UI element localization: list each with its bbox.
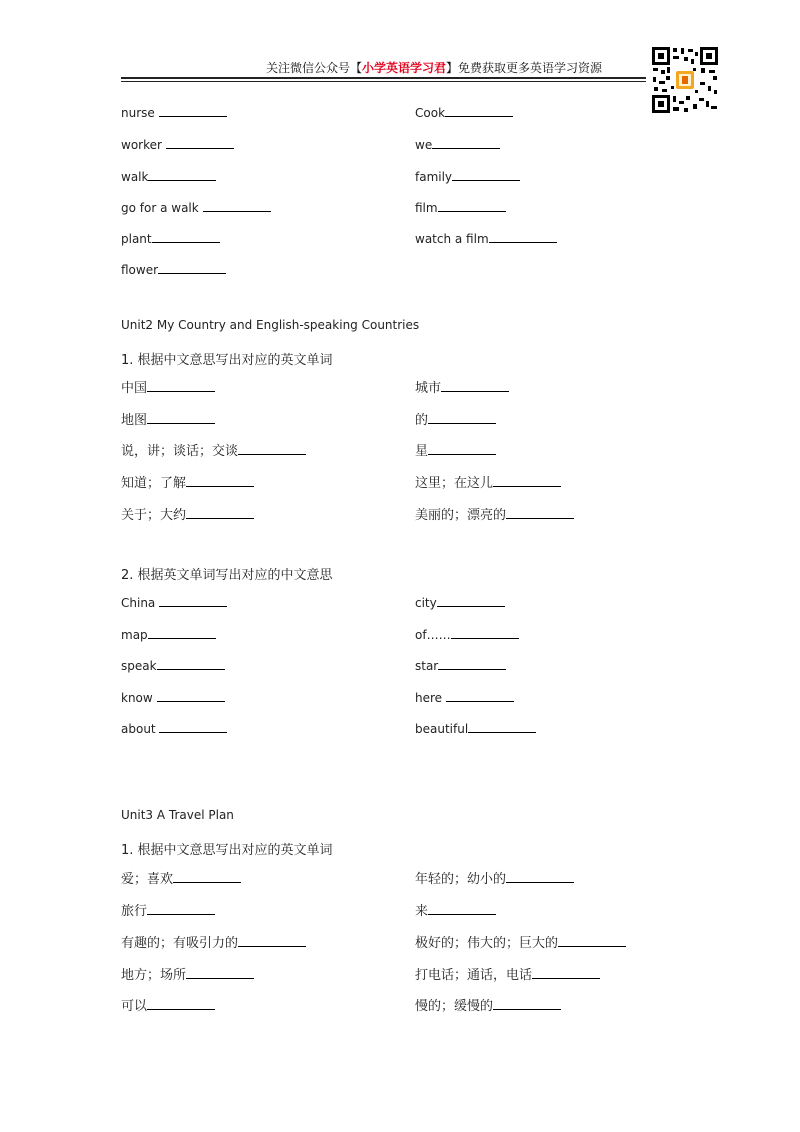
answer-blank[interactable]	[428, 412, 496, 424]
answer-blank[interactable]	[432, 137, 500, 149]
vocab-item	[415, 998, 561, 1015]
vocab-item	[121, 935, 306, 952]
vocab-item	[121, 998, 215, 1015]
vocab-word: 爱；喜欢	[121, 872, 174, 887]
vocab-word: 年轻的；幼小的	[415, 872, 507, 887]
vocab-word: family	[415, 170, 453, 184]
vocab-item	[121, 507, 254, 524]
vocab-item	[121, 690, 225, 706]
answer-blank[interactable]	[238, 443, 306, 455]
vocab-item	[415, 967, 600, 984]
answer-blank[interactable]	[152, 231, 220, 243]
vocab-word: film	[415, 201, 438, 215]
unit2-title: Unit2 My Country and English-speaking Countries	[121, 318, 420, 332]
vocab-word: 关于；大约	[121, 508, 187, 523]
answer-blank[interactable]	[173, 871, 241, 883]
answer-blank[interactable]	[159, 105, 227, 117]
answer-blank[interactable]	[147, 903, 215, 915]
vocab-word: 有趣的；有吸引力的	[121, 936, 239, 951]
answer-blank[interactable]	[493, 475, 561, 487]
vocab-word: star	[415, 659, 439, 673]
answer-blank[interactable]	[166, 137, 234, 149]
vocab-word: about	[121, 722, 156, 736]
vocab-word: 美丽的；漂亮的	[415, 508, 507, 523]
answer-blank[interactable]	[148, 169, 216, 181]
answer-blank[interactable]	[506, 507, 574, 519]
header-highlight: 小学英语学习君	[362, 61, 447, 75]
vocab-item	[415, 871, 574, 888]
vocab-item	[415, 137, 500, 153]
answer-blank[interactable]	[159, 595, 227, 607]
vocab-word: city	[415, 596, 437, 610]
answer-blank[interactable]	[445, 105, 513, 117]
vocab-item	[121, 262, 226, 278]
vocab-item	[121, 137, 234, 153]
vocab-word: 知道；了解	[121, 476, 187, 491]
answer-blank[interactable]	[157, 658, 225, 670]
vocab-item	[121, 412, 215, 429]
vocab-word: plant	[121, 232, 152, 246]
vocab-word: speak	[121, 659, 157, 673]
vocab-word: 城市	[415, 381, 442, 396]
vocab-word: beautiful	[415, 722, 469, 736]
vocab-word: 地方；场所	[121, 968, 187, 983]
answer-blank[interactable]	[186, 475, 254, 487]
answer-blank[interactable]	[147, 412, 215, 424]
header-prefix: 关注微信公众号【	[266, 61, 363, 75]
vocab-word: China	[121, 596, 156, 610]
answer-blank[interactable]	[452, 169, 520, 181]
header-rule-thick	[121, 77, 646, 79]
answer-blank[interactable]	[147, 998, 215, 1010]
vocab-item	[121, 721, 227, 737]
vocab-item	[415, 412, 496, 429]
vocab-item	[415, 658, 506, 674]
answer-blank[interactable]	[558, 935, 626, 947]
vocab-item	[121, 231, 220, 247]
answer-blank[interactable]	[441, 380, 509, 392]
answer-blank[interactable]	[506, 871, 574, 883]
unit3-section1-title: 1. 根据中文意思写出对应的英文单词	[121, 843, 333, 858]
vocab-item	[121, 658, 225, 674]
vocab-word: 说，讲；谈话；交谈	[121, 444, 239, 459]
vocab-item	[415, 169, 520, 185]
vocab-item	[121, 169, 216, 185]
answer-blank[interactable]	[186, 967, 254, 979]
vocab-item	[121, 200, 271, 216]
vocab-item	[415, 690, 514, 706]
answer-blank[interactable]	[446, 690, 514, 702]
vocab-item	[415, 507, 574, 524]
answer-blank[interactable]	[428, 443, 496, 455]
answer-blank[interactable]	[437, 595, 505, 607]
answer-blank[interactable]	[157, 690, 225, 702]
answer-blank[interactable]	[159, 721, 227, 733]
vocab-item	[415, 627, 519, 643]
vocab-word: 地图	[121, 413, 148, 428]
qr-code-image	[651, 46, 719, 114]
vocab-item	[415, 231, 557, 247]
vocab-item	[121, 903, 215, 920]
answer-blank[interactable]	[148, 627, 216, 639]
unit2-section2-title: 2. 根据英文单词写出对应的中文意思	[121, 568, 333, 583]
vocab-word: 慢的；缓慢的	[415, 999, 494, 1014]
answer-blank[interactable]	[438, 658, 506, 670]
vocab-item	[415, 935, 626, 952]
header-suffix: 】免费获取更多英语学习资源	[446, 61, 603, 75]
vocab-word: 打电话；通话，电话	[415, 968, 533, 983]
vocab-word: 星	[415, 444, 429, 459]
answer-blank[interactable]	[468, 721, 536, 733]
vocab-item	[415, 380, 509, 397]
header-banner	[266, 59, 602, 76]
answer-blank[interactable]	[451, 627, 519, 639]
vocab-word: 旅行	[121, 904, 148, 919]
vocab-word: nurse	[121, 106, 155, 120]
vocab-word: 极好的；伟大的；巨大的	[415, 936, 559, 951]
vocab-word: worker	[121, 138, 162, 152]
vocab-item	[121, 443, 306, 460]
answer-blank[interactable]	[489, 231, 557, 243]
answer-blank[interactable]	[147, 380, 215, 392]
vocab-word: Cook	[415, 106, 446, 120]
vocab-item	[415, 443, 496, 460]
answer-blank[interactable]	[186, 507, 254, 519]
vocab-item	[121, 871, 241, 888]
answer-blank[interactable]	[532, 967, 600, 979]
vocab-item	[121, 475, 254, 492]
vocab-word: 中国	[121, 381, 148, 396]
vocab-item	[415, 105, 513, 121]
vocab-word: go for a walk	[121, 201, 199, 215]
unit3-title: Unit3 A Travel Plan	[121, 808, 234, 822]
vocab-word: of……	[415, 628, 451, 642]
vocab-item	[121, 380, 215, 397]
vocab-item	[121, 627, 216, 643]
vocab-word: walk	[121, 170, 149, 184]
answer-blank[interactable]	[493, 998, 561, 1010]
vocab-item	[415, 721, 536, 737]
vocab-item	[415, 200, 506, 216]
answer-blank[interactable]	[203, 200, 271, 212]
vocab-word: watch a film	[415, 232, 489, 246]
vocab-word: 可以	[121, 999, 148, 1014]
answer-blank[interactable]	[428, 903, 496, 915]
answer-blank[interactable]	[438, 200, 506, 212]
answer-blank[interactable]	[238, 935, 306, 947]
vocab-word: 来	[415, 904, 429, 919]
answer-blank[interactable]	[158, 262, 226, 274]
vocab-item	[415, 595, 505, 611]
vocab-word: map	[121, 628, 148, 642]
unit2-section1-title: 1. 根据中文意思写出对应的英文单词	[121, 353, 333, 368]
vocab-word: here	[415, 691, 443, 705]
vocab-word: flower	[121, 263, 159, 277]
vocab-word: know	[121, 691, 153, 705]
vocab-word: 这里；在这儿	[415, 476, 494, 491]
vocab-word: we	[415, 138, 433, 152]
vocab-item	[415, 903, 496, 920]
vocab-item	[121, 595, 227, 611]
vocab-item	[121, 105, 227, 121]
vocab-word: 的	[415, 413, 429, 428]
header-rule-thin	[121, 81, 646, 82]
vocab-item	[415, 475, 561, 492]
vocab-item	[121, 967, 254, 984]
